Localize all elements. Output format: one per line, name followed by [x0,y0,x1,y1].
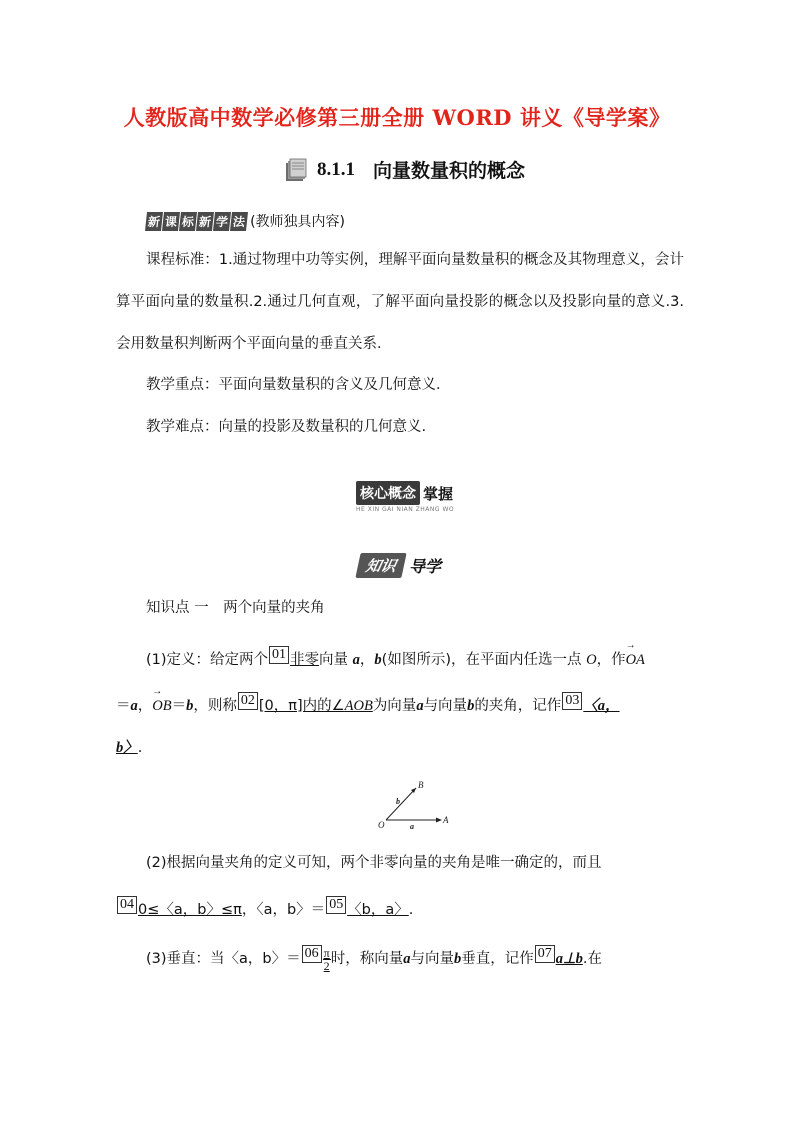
figure-label-b: b [396,797,400,806]
tag-char: 课 [162,212,180,231]
definition-2-line-1: (2)根据向量夹角的定义可知，两个非零向量的夹角是唯一确定的，而且 [146,855,602,871]
blank-number-box: 01 [269,646,289,664]
core-concept-banner [356,481,454,513]
tag-char: 法 [230,212,248,231]
teaching-difficulty-paragraph [116,406,684,448]
definition-1-line-1: (1)定义：给定两个 01 非零向量 a，b(如图所示)，在平面内任选一点 O，作→ OA [146,646,645,669]
definition-1-line-3: b〉. [116,740,143,756]
tag-char: 新 [145,212,163,231]
figure-label-A: A [443,815,449,825]
teaching-focus-text: 教学重点：平面向量数量积的含义及几何意义． [146,377,451,393]
blank-number-box: 04 [117,896,137,914]
definition-3-line-1: (3)垂直：当〈a，b〉＝ 06 $\frac{\pi}{2}$ 时，称向量a与向量b垂直，记作 07 a⊥b.在 [146,945,602,973]
answer-text: 〈b，a〉 [347,902,409,918]
section-name: 向量数量积的概念 [373,160,526,182]
figure-label-B: B [418,780,424,790]
definition-1-line-2: ＝a，→ OB＝b，则称 02 [0，π]内的∠AOB为向量a与向量b的夹角，记作 03 〈a， [116,692,620,715]
answer-text: 0≤〈a，b〉≤π [138,902,242,918]
section-title [283,156,525,183]
knowledge-box: 知识 [355,553,406,578]
blank-number-box: 05 [326,896,346,914]
blank-number-box: 03 [562,692,582,710]
teaching-difficulty-text: 教学难点：向量的投影及数量积的几何意义. [146,419,427,435]
answer-text: a⊥b [555,951,583,967]
vector-oa: → OA [626,652,645,669]
vector-a-arrowhead [436,818,442,823]
answer-text: [0，π]内的∠AOB [258,698,373,714]
document-header-title: 人教版高中数学必修第三册全册 WORD 讲义《导学案》 [123,105,671,130]
core-concept-box: 核心概念 [356,481,420,505]
blank-number-box: 06 [302,945,322,963]
definition-2-line-2: 04 0≤〈a，b〉≤π，〈a，b〉＝ 05 〈b，a〉. [116,896,413,919]
knowledge-guide-banner [358,553,441,578]
pi-over-two: $\frac{\pi}{2}$ [323,945,330,973]
section-number: 8.1.1 [317,158,355,180]
course-standard-text: 课程标准：1.通过物理中功等实例，理解平面向量数量积的概念及其物理意义，会计算平面向量的数量积.2.通过几何直观，了解平面向量投影的概念以及投影向量的意义.3.会用数量积判断两个平面向量的垂直关系． [116,252,684,352]
course-standard-paragraph [116,239,684,365]
core-concept-word: 掌握 [423,484,454,503]
vector-ob: → OB [152,698,171,715]
new-standard-tag [146,211,345,231]
knowledge-word: 导学 [409,557,442,576]
tag-note: (教师独具内容) [250,214,346,230]
answer-text: b〉 [116,740,138,756]
blank-number-box: 02 [238,692,258,710]
book-icon [283,157,309,183]
answer-text: 非零 [290,652,320,668]
vector-b-arrow [386,788,416,820]
answer-text: 〈a， [583,698,620,714]
tag-char: 新 [196,212,214,231]
figure-label-O: O [378,820,385,830]
core-concept-pinyin: HE XIN GAI NIAN ZHANG WO [356,506,455,513]
blank-number-box: 07 [535,945,555,963]
teaching-focus-paragraph [116,364,684,406]
tag-char: 标 [179,212,197,231]
knowledge-point-title: 知识点 一 两个向量的夹角 [146,600,325,616]
vector-angle-figure [372,776,452,832]
figure-label-a: a [410,822,414,831]
tag-char: 学 [213,212,231,231]
